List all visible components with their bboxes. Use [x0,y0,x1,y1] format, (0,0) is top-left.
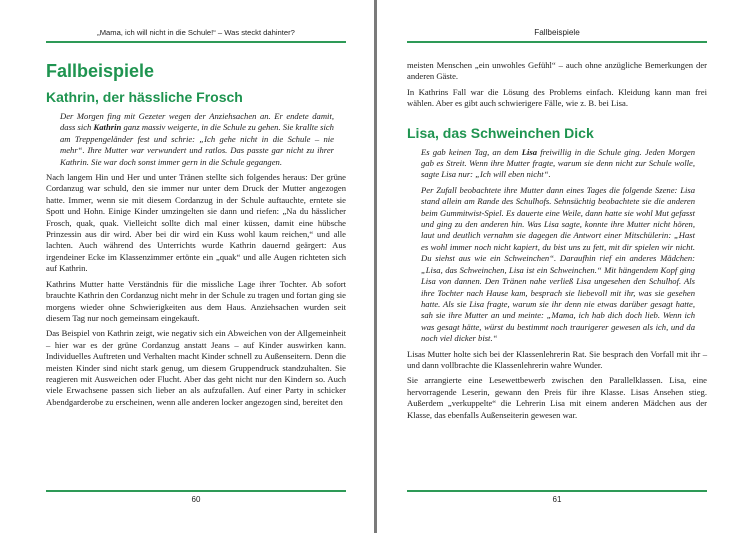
footer-rule [46,490,346,492]
paragraph: meisten Menschen „ein unwohles Gefühl“ – auch ohne anzügliche Bemerkungen der anderen Gäste. [407,60,707,82]
paragraph: Kathrins Mutter hatte Verständnis für die missliche Lage ihrer Tochter. Ab sofort brauchte Kathrin den Cordanzug nicht mehr in der Schule zu tragen und fortan ging sie morgens wieder ohne Schwierigkeiten aus dem Haus. Anziehsachen wurden seit diesem Tag nur noch gemeinsam eingekauft. [46,278,346,323]
section-title: Kathrin, der hässliche Frosch [46,89,243,105]
footer-rule [407,490,707,492]
quote-text: Es gab keinen Tag, an dem [421,146,522,157]
page-number: 60 [191,495,201,504]
case-quote [60,111,334,168]
running-head: Fallbeispiele [534,28,580,37]
quote-text: ganz massiv weigerte, in die Schule zu gehen. Sie krallte sich am Treppengeländer fest und schrie: „Ich gehe nicht in die Schule – nie mehr“. Ihre Mutter war verwundert und ratlos. Das passte gar nicht zu ihrer Kathrin. Sie war doch sonst immer gern in die Schule gegangen. [60,122,334,167]
right-page [377,0,750,533]
left-page-body [46,60,346,412]
page-number: 61 [552,495,562,504]
paragraph: Nach langem Hin und Her und unter Tränen stellte sich folgendes heraus: Der grüne Cordanzug war schuld, den sie immer nur unter dem Druck der Mutter angezogen hatte. Immer, wenn sie mit diesem Cordanzug in der Schule auftauchte, erntete sie Spott und Hohn. Einige Kinder umzingelten sie dann und riefen: „Na du hässlicher Frosch, quak, quak. Vielleicht sollte dich mal einer küssen, damit eine hübsche Prinzessin aus dir wird. Aber bei dir wird ein Kuss wohl kaum reichen,“ und alle lachten. Auch während des Unterrichts wurde Kathrin dauernd geärgert: Aus irgendeiner Ecke im Klassenzimmer ertönte ein „quak“ und alle Augen richteten sich auf Kathrin. [46,172,346,274]
right-page-body [407,60,707,425]
chapter-title: Fallbeispiele [46,61,155,81]
quote-text: Der Morgen fing mit Gezeter wegen der Anziehsachen an. Er endete damit, dass sich [60,111,334,133]
highlighted-name: Kathrin [93,122,122,133]
paragraph: In Kathrins Fall war die Lösung des Problems einfach. Kleidung kann man frei wählen. Aber es gibt auch schwierigere Fälle, wie z. B. bei Lisa. [407,86,707,109]
header-rule [46,41,346,43]
running-head: „Mama, ich will nicht in die Schule!“ – Was steckt dahinter? [97,28,295,37]
case-quote: Per Zufall beobachtete ihre Mutter dann eines Tages die folgende Szene: Lisa stand allein am Rande des Schulhofs. Sehnsüchtig beobachtete sie die anderen beim Gummitwist-Spiel. Es dauerte eine Weile, dann hatte sie wohl Mut gefasst und ging zu den anderen hin. Was Lisa sagte, konnte ihre Mutter nicht hören, laut und deutlich vernahm sie dagegen die Antwort einer Mitschülerin: „Hast es wohl immer noch nicht kapiert, du bist uns zu fett, mit dir spielen wir nicht. Du siehst aus wie ein Schweinchen“. Daraufhin rief ein anderes Mädchen: „Lisa, das Schweinchen, Lisa ist ein Schweinchen.“ Mit hängendem Kopf ging Lisa von dannen. Den Tränen nahe verließ Lisa ungesehen den Schulhof. Als ihre Tochter nach Hause kam, besprach sie liebevoll mit ihr, was sie gesehen hatte. Als sie Lisa fragte, warum sie ihr denn nie etwas darüber gesagt hatte, sah sie ihre Mutter an und meinte: „Mama, ich hab dich doch lieb. Wenn ich was gesagt hätte, würst du bestimmt noch traurigerer gewesen als ich, und da noch viel dicker bist.“ [421,184,695,344]
paragraph: Sie arrangierte eine Lesewettbewerb zwischen den Parallelklassen. Lisa, eine hervorragende Leserin, gewann den Preis für ihre Klasse. Lisas Ansehen stieg. Außerdem „verkuppelte“ die Lehrerin Lisa mit einem anderen Mädchen aus der Klasse, das ebenfalls Außenseiterin gewesen war. [407,375,707,420]
header-rule [407,41,707,43]
paragraph: Lisas Mutter holte sich bei der Klassenlehrerin Rat. Sie besprach den Vorfall mit ihr – und dann vollbrachte die Klassenlehrerin wahre Wunder. [407,348,707,370]
section-title: Lisa, das Schweinchen Dick [407,124,594,141]
paragraph: Das Beispiel von Kathrin zeigt, wie negativ sich ein Abweichen von der Allgemeinheit – hier war es der grüne Cordanzug anstatt Jeans – auf Kinder auswirken kann. Individuelles Auftreten und Verhalten macht Kinder schnell zu Außenseitern. Denn die meisten Kinder sind nicht stark genug, um diesem Gruppendruck standzuhalten. Sie reagieren mit Ausweichen oder Flucht. Aber das geht nicht nur den Kindern so. Auch viele Erwachsene passen sich lieber an als aufzufallen. Auf einer Party in schicker Abendgarderobe zu erscheinen, wenn alle anderen locker angezogen sind, bereitet den [46,328,346,407]
case-quote [421,147,695,181]
left-page [0,0,374,533]
highlighted-name: Lisa [521,146,537,157]
quote-text: freiwillig in die Schule ging. Jeden Morgen gab es Streit. Wenn ihre Mutter fragte, warum sie denn nicht zur Schule wolle, sagte Lisa nur: „Ich will eben nicht“. [421,146,695,180]
